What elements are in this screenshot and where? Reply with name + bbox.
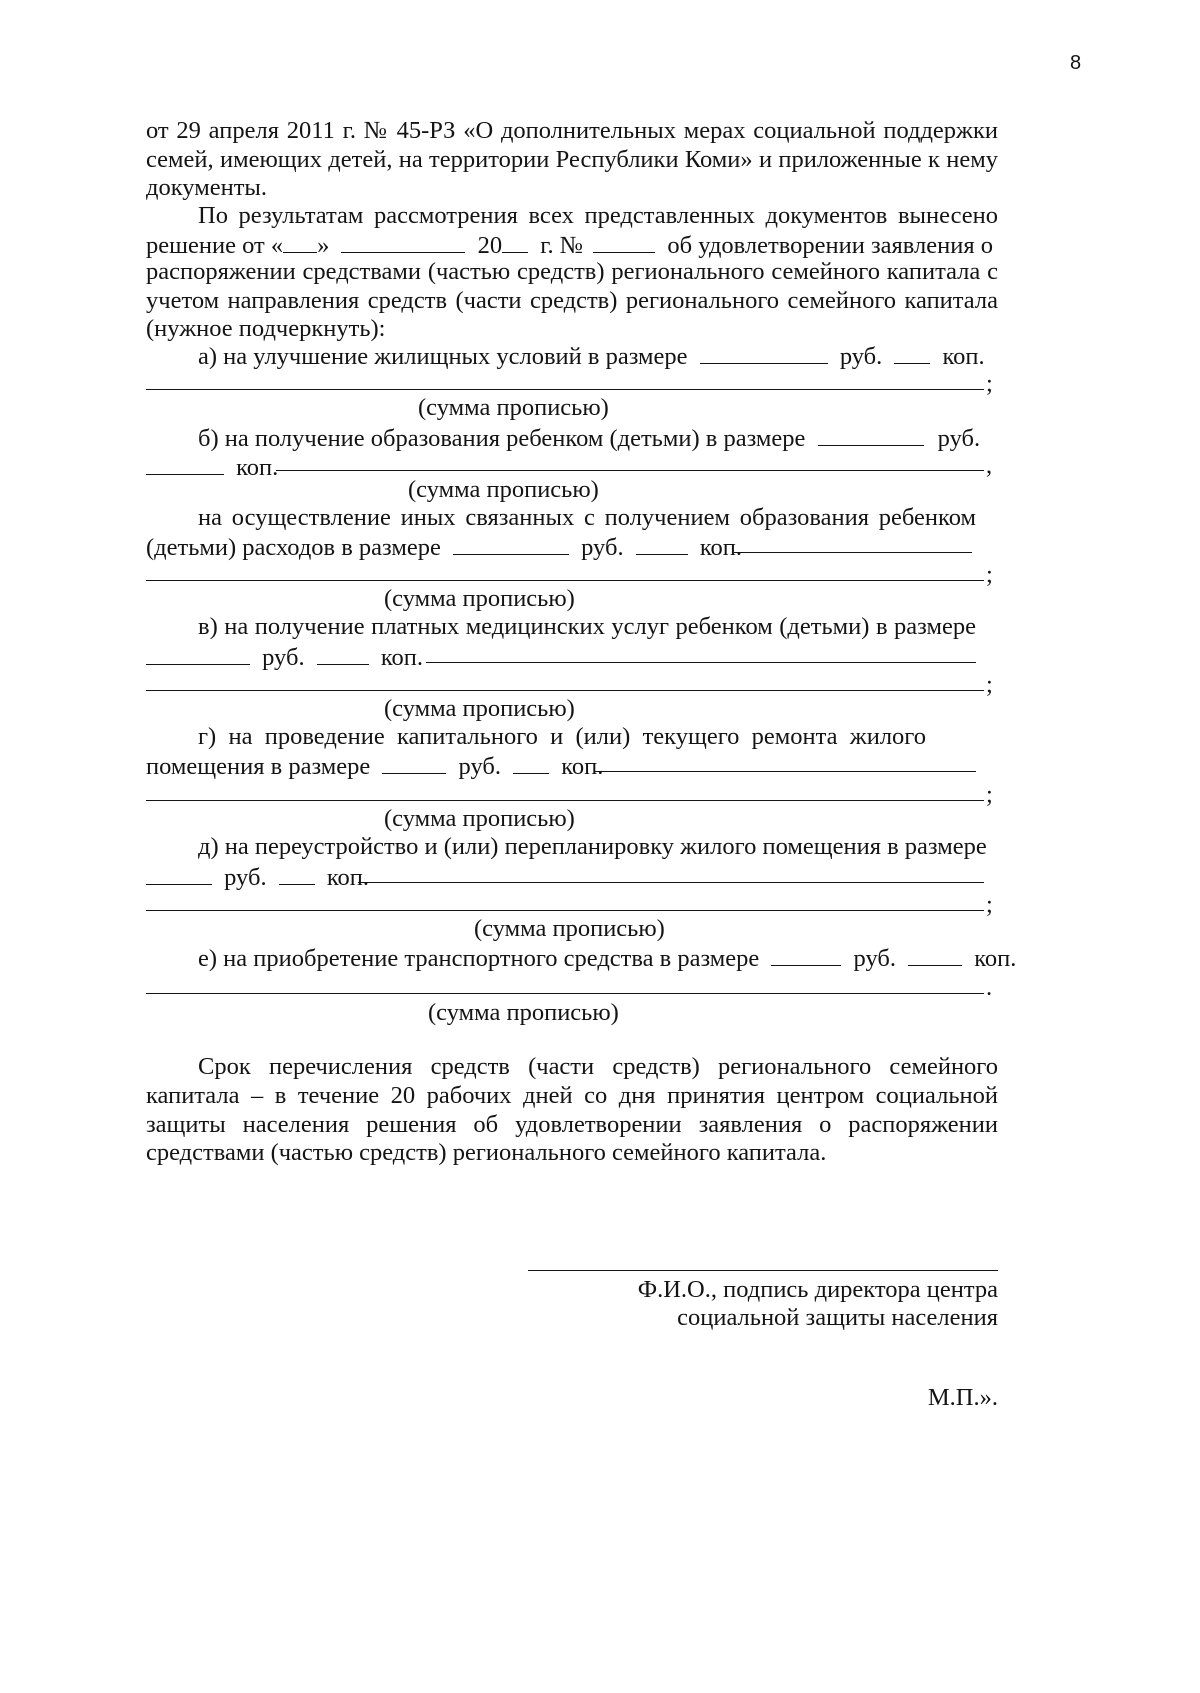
item-g-rub-field [382, 750, 446, 774]
decision-line-1: По результатам рассмотрения всех представленных документов вынесено [198, 202, 998, 229]
term-line-2: капитала – в течение 20 рабочих дней со дня принятия центром социальной [146, 1082, 998, 1109]
item-b2-text: (детьми) расходов в размере [146, 534, 441, 561]
item-b2-amount-words-line-2 [146, 580, 984, 581]
item-e-amount-words-line [146, 993, 984, 994]
item-e-period: . [986, 974, 993, 1001]
intro-line-3: документы. [146, 174, 267, 201]
item-v-kop-field [317, 641, 369, 665]
item-v-caption: (сумма прописью) [384, 695, 575, 722]
item-d-line-1: д) на переустройство и (или) перепланировку жилого помещения в размере [198, 833, 987, 860]
item-v-kop-label: коп. [380, 644, 423, 671]
item-b-amount-words-line [276, 470, 984, 471]
signature-line [528, 1270, 998, 1271]
item-a-kop-label: коп. [942, 343, 985, 370]
item-a-rub-field [700, 340, 828, 364]
item-v-amount-words-line-1 [426, 662, 976, 663]
item-e-kop-label: коп. [974, 945, 1017, 972]
item-d-rub-label: руб. [224, 864, 267, 891]
item-e-rub-field [771, 942, 841, 966]
seal-mark: М.П.». [927, 1384, 998, 1411]
item-b-text: б) на получение образования ребенком (детьми) в размере [198, 425, 806, 452]
term-line-3: защиты населения решения об удовлетворении заявления о распоряжении [146, 1111, 998, 1138]
decision-line-2-end: об удовлетворении заявления о [667, 232, 993, 259]
item-b-comma: , [986, 452, 993, 479]
item-b-kop-label: коп. [236, 454, 279, 481]
item-d-kop-label: коп. [326, 864, 369, 891]
item-e-text: е) на приобретение транспортного средства в размере [198, 945, 760, 972]
item-v-rub-field [146, 641, 250, 665]
item-g-kop-label: коп. [561, 753, 604, 780]
item-d-semicolon: ; [986, 891, 993, 918]
item-b-caption: (сумма прописью) [408, 476, 599, 503]
item-a-line [198, 340, 985, 372]
item-a-caption: (сумма прописью) [418, 394, 609, 421]
signature-caption-2: социальной защиты населения [677, 1304, 998, 1331]
decision-line-3: распоряжении средствами (частью средств) регионального семейного капитала с [146, 258, 998, 285]
item-a-text: а) на улучшение жилищных условий в размере [198, 343, 688, 370]
item-b2-semicolon: ; [986, 561, 993, 588]
item-b2-amount-words-line-1 [734, 552, 972, 553]
item-b-rub-label: руб. [937, 425, 981, 452]
item-g-amount-words-line-1 [594, 771, 976, 772]
item-e-rub-label: руб. [853, 945, 896, 972]
item-g-semicolon: ; [986, 781, 993, 808]
item-d-rub-field [146, 861, 212, 885]
item-d-amount-words-line-2 [146, 910, 984, 911]
intro-line-2: семей, имеющих детей, на территории Республики Коми» и приложенные к нему [146, 146, 998, 173]
item-v-line-2 [146, 641, 423, 673]
item-d-kop-field [279, 861, 315, 885]
item-b-line-2 [146, 451, 278, 483]
item-e-line [198, 942, 1016, 974]
item-g-text: помещения в размере [146, 753, 371, 780]
item-a-kop-field [894, 340, 930, 364]
term-line-4: средствами (частью средств) регионального семейного капитала. [146, 1139, 827, 1166]
decision-month-field [341, 229, 465, 253]
item-a-rub-label: руб. [839, 343, 883, 370]
item-g-caption: (сумма прописью) [384, 805, 575, 832]
decision-number-label: г. № [540, 232, 584, 259]
item-b2-line-2 [146, 531, 742, 563]
item-b2-rub-label: руб. [581, 534, 624, 561]
decision-number-field [593, 229, 655, 253]
decision-date-close: » [317, 232, 330, 259]
item-b2-kop-field [636, 531, 688, 555]
decision-line-5: (нужное подчеркнуть): [146, 315, 386, 342]
item-v-rub-label: руб. [262, 644, 305, 671]
item-b2-caption: (сумма прописью) [384, 585, 575, 612]
decision-year-field [502, 229, 528, 253]
item-a-amount-words-line [146, 389, 984, 390]
item-b2-line-1: на осуществление иных связанных с получением образования ребенком [198, 504, 976, 531]
decision-line-4: учетом направления средств (части средств) регионального семейного капитала [146, 287, 998, 314]
item-e-caption: (сумма прописью) [428, 999, 619, 1026]
signature-caption-1: Ф.И.О., подпись директора центра [637, 1276, 998, 1303]
decision-year-prefix: 20 [477, 232, 503, 259]
item-v-semicolon: ; [986, 671, 993, 698]
item-v-amount-words-line-2 [146, 690, 984, 691]
item-g-rub-label: руб. [458, 753, 501, 780]
decision-day-field [283, 229, 317, 253]
item-g-line-2 [146, 750, 603, 782]
decision-date-label: решение от « [146, 232, 284, 259]
item-b2-rub-field [453, 531, 569, 555]
item-d-caption: (сумма прописью) [474, 915, 665, 942]
item-v-line-1: в) на получение платных медицинских услуг ребенком (детьми) в размере [198, 613, 976, 640]
term-line-1: Срок перечисления средств (части средств) регионального семейного [198, 1053, 998, 1080]
item-b-rub-field [818, 422, 924, 446]
item-b-kop-field [146, 451, 224, 475]
page-number: 8 [1070, 52, 1082, 74]
item-g-amount-words-line-2 [146, 800, 984, 801]
intro-line-1: от 29 апреля 2011 г. № 45-РЗ «О дополнительных мерах социальной поддержки [146, 117, 998, 144]
item-g-line-1: г) на проведение капитального и (или) текущего ремонта жилого [198, 723, 926, 750]
item-a-semicolon: ; [986, 370, 993, 397]
item-b2-kop-label: коп. [699, 534, 742, 561]
item-e-kop-field [908, 942, 962, 966]
item-d-line-2 [146, 861, 369, 893]
item-d-amount-words-line-1 [358, 882, 984, 883]
item-g-kop-field [513, 750, 549, 774]
item-b-line [198, 422, 980, 454]
